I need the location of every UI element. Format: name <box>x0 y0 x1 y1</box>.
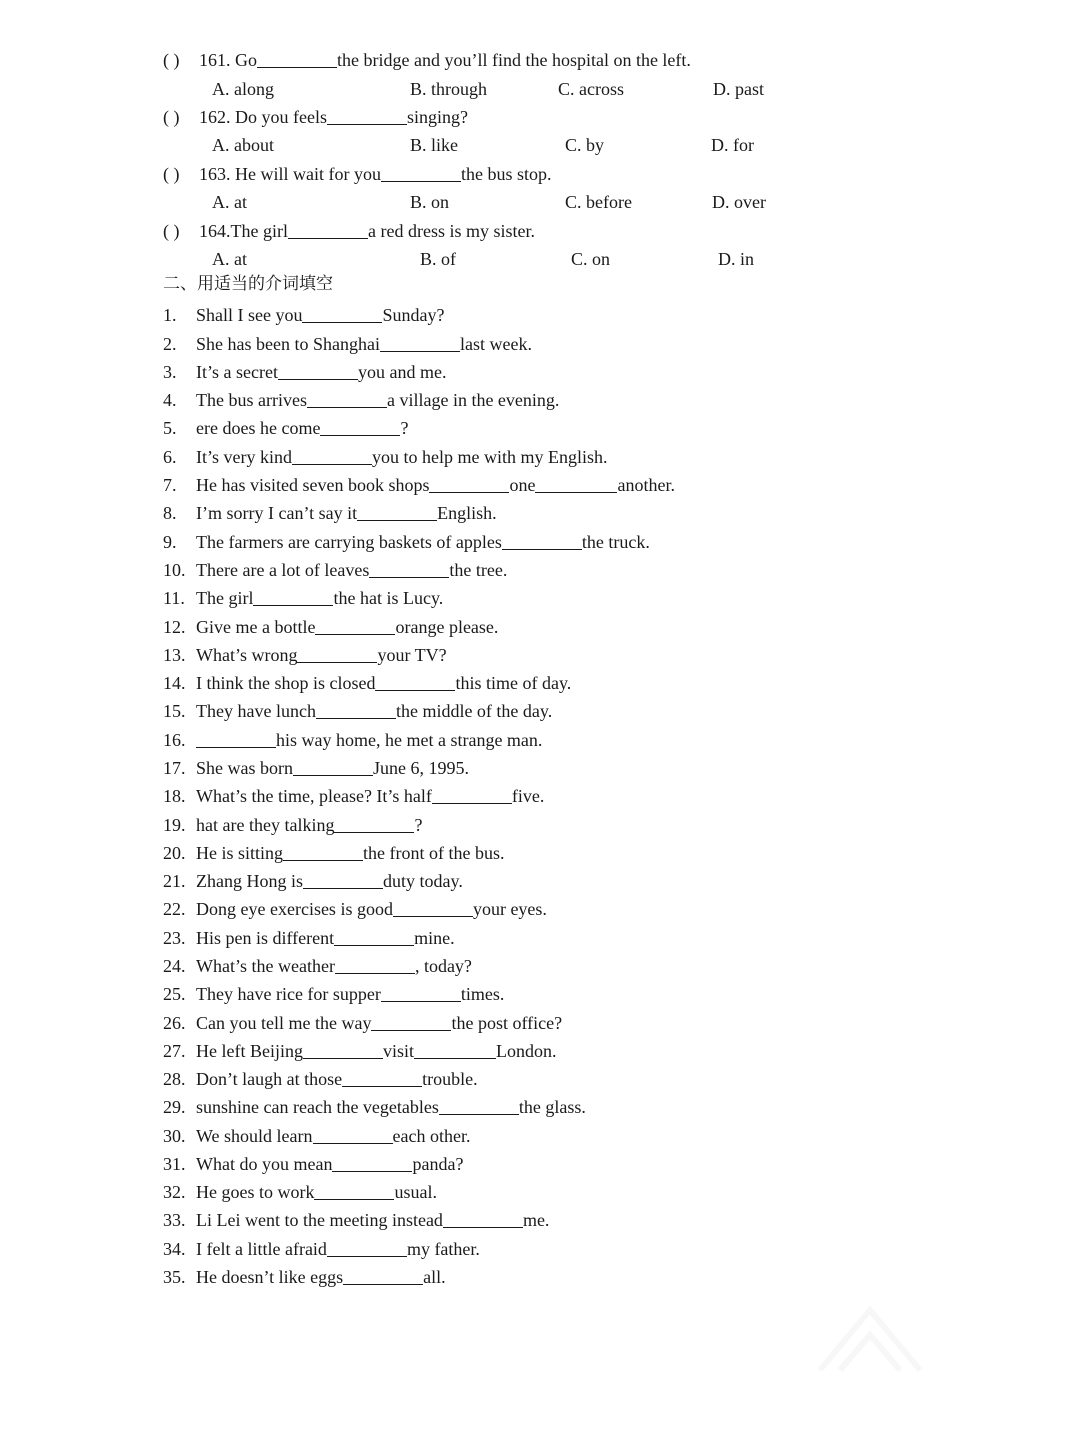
item-text: What’s wrong <box>196 645 298 665</box>
item-text: each other. <box>392 1126 471 1146</box>
item-number: 13. <box>163 645 186 665</box>
answer-blank <box>307 391 387 408</box>
item-text: Don’t laugh at those <box>196 1069 343 1089</box>
fill-item-7 <box>163 473 675 497</box>
item-text: His pen is different <box>196 928 335 948</box>
item-text: The bus arrives <box>196 390 307 410</box>
answer-blank <box>414 1042 496 1059</box>
option-d: D. over <box>712 192 766 212</box>
fill-item-8 <box>163 501 497 525</box>
item-text: It’s very kind <box>196 447 292 467</box>
answer-blank <box>332 1155 412 1172</box>
item-text: panda? <box>412 1154 464 1174</box>
mcq-question-161 <box>163 48 691 72</box>
option-a: A. about <box>212 135 274 155</box>
question-text: the bus stop. <box>460 164 552 184</box>
item-text: Shall I see you <box>196 305 303 325</box>
answer-blank <box>320 419 400 436</box>
mcq-question-164 <box>163 219 535 243</box>
fill-item-28 <box>163 1067 478 1091</box>
option-c: C. on <box>571 249 611 269</box>
option-c: C. before <box>565 192 632 212</box>
answer-blank <box>381 165 461 182</box>
fill-item-30 <box>163 1124 471 1148</box>
item-number: 7. <box>163 475 177 495</box>
item-text: the post office? <box>451 1013 563 1033</box>
fill-item-21 <box>163 869 463 893</box>
item-text: duty today. <box>383 871 463 891</box>
item-number: 20. <box>163 843 186 863</box>
item-text: June 6, 1995. <box>373 758 469 778</box>
option-d: D. past <box>713 79 764 99</box>
item-text: , today? <box>414 956 472 976</box>
answer-blank <box>342 1070 422 1087</box>
item-text: He has visited seven book shops <box>196 475 430 495</box>
fill-item-4 <box>163 388 559 412</box>
item-text: five. <box>511 786 545 806</box>
answer-parentheses: ( ) <box>163 50 180 70</box>
answer-blank <box>429 476 509 493</box>
fill-item-14 <box>163 671 571 695</box>
answer-blank <box>302 306 382 323</box>
answer-blank <box>327 108 407 125</box>
fill-item-16 <box>163 728 542 752</box>
item-number: 15. <box>163 701 186 721</box>
fill-item-13 <box>163 643 447 667</box>
answer-parentheses: ( ) <box>163 164 180 184</box>
answer-blank <box>432 787 512 804</box>
item-text: the hat is Lucy. <box>333 588 444 608</box>
item-text: the truck. <box>581 532 650 552</box>
answer-blank <box>283 844 363 861</box>
item-text: usual. <box>394 1182 437 1202</box>
item-text: They have lunch <box>196 701 316 721</box>
item-text: one <box>509 475 536 495</box>
answer-parentheses: ( ) <box>163 221 180 241</box>
item-text: Dong eye exercises is good <box>196 899 393 919</box>
item-text: They have rice for supper <box>196 984 381 1004</box>
item-text: What’s the weather <box>196 956 335 976</box>
item-text: this time of day. <box>455 673 572 693</box>
answer-blank <box>313 1127 393 1144</box>
fill-item-32 <box>163 1180 437 1204</box>
answer-blank <box>369 561 449 578</box>
item-number: 24. <box>163 956 186 976</box>
item-number: 23. <box>163 928 186 948</box>
item-number: 17. <box>163 758 186 778</box>
item-text: times. <box>460 984 505 1004</box>
fill-item-17 <box>163 756 469 780</box>
answer-blank <box>335 957 415 974</box>
item-text: The girl <box>196 588 254 608</box>
question-text: 162. Do you feels <box>199 107 327 127</box>
item-text: What do you mean <box>196 1154 333 1174</box>
answer-blank <box>257 51 337 68</box>
item-text: orange please. <box>395 617 499 637</box>
item-text: your eyes. <box>472 899 547 919</box>
answer-parentheses: ( ) <box>163 107 180 127</box>
answer-blank <box>278 363 358 380</box>
item-number: 19. <box>163 815 186 835</box>
question-text: 163. He will wait for you <box>199 164 381 184</box>
item-number: 27. <box>163 1041 186 1061</box>
fill-item-34 <box>163 1237 480 1261</box>
answer-blank <box>439 1098 519 1115</box>
item-text: hat are they talking <box>196 815 335 835</box>
item-text: She has been to Shanghai <box>196 334 380 354</box>
item-number: 35. <box>163 1267 186 1287</box>
question-text: 164.The girl <box>199 221 288 241</box>
question-text: singing? <box>406 107 468 127</box>
item-text: ? <box>414 815 423 835</box>
answer-blank <box>380 335 460 352</box>
option-d: D. for <box>711 135 754 155</box>
item-text: He doesn’t like eggs <box>196 1267 344 1287</box>
item-number: 3. <box>163 362 177 382</box>
fill-item-24 <box>163 954 472 978</box>
fill-item-15 <box>163 699 552 723</box>
question-text: the bridge and you’ll find the hospital on the left. <box>337 50 691 70</box>
item-text: a village in the evening. <box>386 390 560 410</box>
option-a: A. along <box>212 79 274 99</box>
fill-item-3 <box>163 360 446 384</box>
answer-blank <box>371 1014 451 1031</box>
fill-item-35 <box>163 1265 446 1289</box>
fill-item-11 <box>163 586 443 610</box>
item-text: What’s the time, please? It’s half <box>196 786 432 806</box>
item-number: 34. <box>163 1239 186 1259</box>
fill-item-9 <box>163 530 650 554</box>
watermark-icon <box>800 1270 940 1390</box>
option-c: C. by <box>565 135 605 155</box>
item-number: 26. <box>163 1013 186 1033</box>
item-number: 1. <box>163 305 177 325</box>
item-text: It’s a secret <box>196 362 278 382</box>
item-text: you and me. <box>357 362 447 382</box>
item-text: She was born <box>196 758 293 778</box>
item-text: the middle of the day. <box>395 701 553 721</box>
item-text: trouble. <box>422 1069 478 1089</box>
fill-item-18 <box>163 784 544 808</box>
fill-item-26 <box>163 1011 562 1035</box>
fill-item-1 <box>163 303 444 327</box>
answer-blank <box>315 618 395 635</box>
fill-item-31 <box>163 1152 463 1176</box>
answer-blank <box>303 872 383 889</box>
answer-blank <box>293 759 373 776</box>
fill-item-5 <box>163 416 408 440</box>
item-text: visit <box>382 1041 414 1061</box>
mcq-question-162 <box>163 105 468 129</box>
answer-blank <box>502 533 582 550</box>
item-number: 21. <box>163 871 186 891</box>
question-text: 161. Go <box>199 50 257 70</box>
item-text: We should learn <box>196 1126 313 1146</box>
item-text: me. <box>522 1210 550 1230</box>
item-number: 31. <box>163 1154 186 1174</box>
item-number: 2. <box>163 334 177 354</box>
fill-item-20 <box>163 841 504 865</box>
item-text: I’m sorry I can’t say it <box>196 503 358 523</box>
item-number: 6. <box>163 447 177 467</box>
item-number: 4. <box>163 390 177 410</box>
item-text: I felt a little afraid <box>196 1239 327 1259</box>
answer-blank <box>253 589 333 606</box>
item-text: Zhang Hong is <box>196 871 303 891</box>
item-text: Give me a bottle <box>196 617 316 637</box>
answer-blank <box>343 1268 423 1285</box>
item-text: English. <box>437 503 497 523</box>
fill-item-27 <box>163 1039 557 1063</box>
option-d: D. in <box>718 249 754 269</box>
item-text: mine. <box>414 928 455 948</box>
item-text: There are a lot of leaves <box>196 560 370 580</box>
fill-item-22 <box>163 897 547 921</box>
answer-blank <box>334 816 414 833</box>
item-number: 33. <box>163 1210 186 1230</box>
fill-item-19 <box>163 813 422 837</box>
answer-blank <box>327 1240 407 1257</box>
answer-blank <box>334 929 414 946</box>
item-number: 12. <box>163 617 186 637</box>
answer-blank <box>288 222 368 239</box>
item-number: 28. <box>163 1069 186 1089</box>
item-number: 30. <box>163 1126 186 1146</box>
item-number: 29. <box>163 1097 186 1117</box>
answer-blank <box>443 1211 523 1228</box>
mcq-question-163 <box>163 162 551 186</box>
option-b: B. through <box>410 79 488 99</box>
item-number: 18. <box>163 786 186 806</box>
item-text: The farmers are carrying baskets of apples <box>196 532 502 552</box>
item-text: ? <box>400 418 409 438</box>
item-number: 8. <box>163 503 177 523</box>
fill-item-10 <box>163 558 507 582</box>
fill-item-12 <box>163 615 498 639</box>
item-number: 10. <box>163 560 186 580</box>
fill-item-2 <box>163 332 532 356</box>
answer-blank <box>381 985 461 1002</box>
item-text: Li Lei went to the meeting instead <box>196 1210 443 1230</box>
item-text: ere does he come <box>196 418 321 438</box>
item-text: London. <box>496 1041 557 1061</box>
item-text: all. <box>423 1267 446 1287</box>
answer-blank <box>393 900 473 917</box>
answer-blank <box>375 674 455 691</box>
item-number: 9. <box>163 532 177 552</box>
option-b: B. on <box>410 192 450 212</box>
fill-item-29 <box>163 1095 586 1119</box>
option-b: B. like <box>410 135 458 155</box>
item-text: your TV? <box>377 645 447 665</box>
answer-blank <box>297 646 377 663</box>
item-text: Can you tell me the way <box>196 1013 372 1033</box>
answer-blank <box>357 504 437 521</box>
item-text: the front of the bus. <box>363 843 505 863</box>
option-b: B. of <box>420 249 456 269</box>
item-text: you to help me with my English. <box>372 447 608 467</box>
item-number: 22. <box>163 899 186 919</box>
option-c: C. across <box>558 79 624 99</box>
item-number: 14. <box>163 673 186 693</box>
fill-item-6 <box>163 445 608 469</box>
answer-blank <box>535 476 617 493</box>
item-text: the glass. <box>518 1097 586 1117</box>
answer-blank <box>316 702 396 719</box>
item-text: sunshine can reach the vegetables <box>196 1097 439 1117</box>
option-a: A. at <box>212 249 247 269</box>
answer-blank <box>292 448 372 465</box>
answer-blank <box>314 1183 394 1200</box>
fill-item-25 <box>163 982 504 1006</box>
question-text: a red dress is my sister. <box>367 221 535 241</box>
answer-blank <box>196 731 276 748</box>
item-text: I think the shop is closed <box>196 673 376 693</box>
answer-blank <box>303 1042 383 1059</box>
item-text: another. <box>617 475 675 495</box>
item-text: He is sitting <box>196 843 284 863</box>
fill-item-33 <box>163 1208 549 1232</box>
item-number: 32. <box>163 1182 186 1202</box>
item-text: last week. <box>459 334 532 354</box>
item-text: the tree. <box>449 560 508 580</box>
section-title: 二、用适当的介词填空 <box>163 274 333 294</box>
item-number: 11. <box>163 588 185 608</box>
option-a: A. at <box>212 192 247 212</box>
item-number: 25. <box>163 984 186 1004</box>
item-text: my father. <box>406 1239 480 1259</box>
item-text: his way home, he met a strange man. <box>276 730 543 750</box>
fill-item-23 <box>163 926 455 950</box>
item-number: 16. <box>163 730 186 750</box>
item-text: Sunday? <box>382 305 445 325</box>
item-text: He left Beijing <box>196 1041 303 1061</box>
item-text: He goes to work <box>196 1182 315 1202</box>
item-number: 5. <box>163 418 177 438</box>
